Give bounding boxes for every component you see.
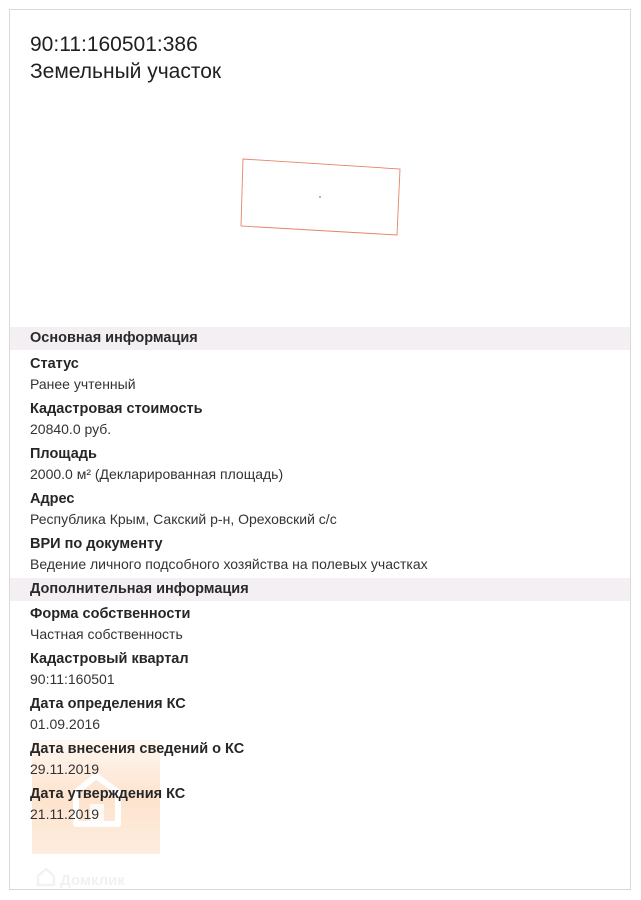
parcel-map	[10, 110, 630, 325]
field-cadastral-block	[30, 650, 620, 689]
field-label: Дата внесения сведений о КС	[30, 741, 245, 757]
field-area	[30, 445, 620, 484]
field-label: Адрес	[30, 491, 75, 507]
field-label: Кадастровая стоимость	[30, 401, 203, 417]
parcel-center-marker	[319, 196, 321, 198]
field-valuation-date	[30, 695, 620, 734]
field-value: 29.11.2019	[30, 761, 100, 777]
field-label: Дата определения КС	[30, 696, 186, 712]
domclick-brand-text: Домклик	[60, 872, 125, 889]
field-address	[30, 490, 620, 529]
field-value: Частная собственность	[30, 626, 183, 642]
field-label: Кадастровый квартал	[30, 651, 189, 667]
parcel-map-canvas	[10, 110, 630, 325]
domclick-logo	[38, 869, 125, 889]
field-label: Дата утверждения КС	[30, 786, 186, 802]
field-cadastral-value	[30, 400, 620, 439]
field-label: ВРИ по документу	[30, 536, 163, 552]
field-value: 20840.0 руб.	[30, 421, 112, 437]
field-value: 21.11.2019	[30, 806, 100, 822]
field-status	[30, 355, 620, 394]
section-additional-info-header: Дополнительная информация	[10, 578, 630, 601]
field-label: Форма собственности	[30, 606, 191, 622]
parcel-card	[9, 9, 631, 890]
field-label: Площадь	[30, 446, 97, 462]
field-value: Республика Крым, Сакский р-н, Ореховский с/с	[30, 511, 337, 527]
field-value: 2000.0 м² (Декларированная площадь)	[30, 466, 284, 482]
field-value: Ранее учтенный	[30, 376, 136, 392]
cadastral-number: 90:11:160501:386	[30, 33, 198, 56]
section-main-info-header: Основная информация	[10, 327, 630, 350]
field-value: Ведение личного подсобного хозяйства на полевых участках	[30, 556, 428, 572]
field-value: 90:11:160501	[30, 671, 115, 687]
field-value: 01.09.2016	[30, 716, 101, 732]
object-type: Земельный участок	[30, 60, 222, 83]
parcel-header	[30, 32, 221, 86]
field-label: Статус	[30, 356, 79, 372]
field-permitted-use	[30, 535, 620, 574]
field-ownership-form	[30, 605, 620, 644]
field-approval-date	[30, 785, 620, 824]
field-info-entry-date	[30, 740, 620, 779]
